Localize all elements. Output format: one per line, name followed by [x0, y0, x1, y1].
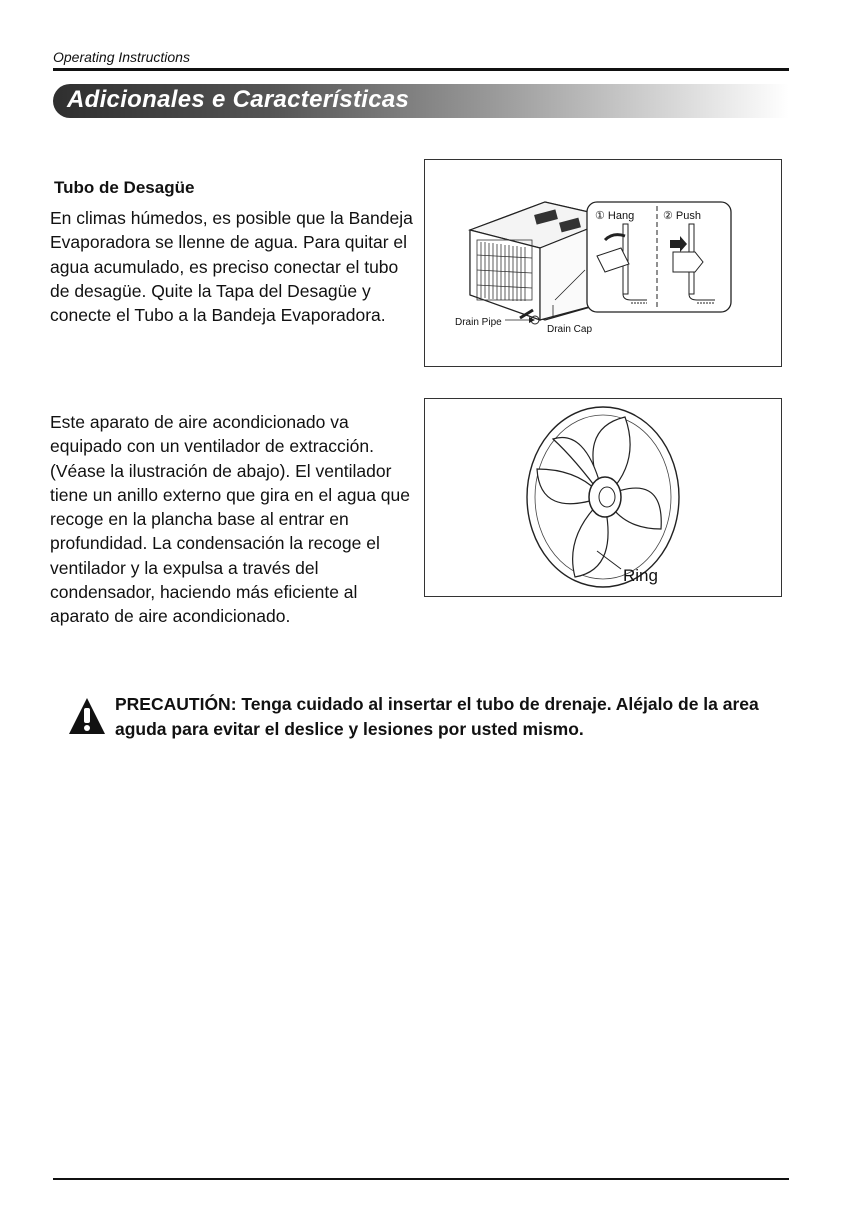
- section-banner: [53, 84, 789, 118]
- fan-figure: [424, 398, 782, 597]
- footer-rule: [53, 1178, 789, 1180]
- caution-text: PRECAUTIÓN: Tenga cuidado al insertar el tubo de drenaje. Aléjalo de la area aguda para evitar el deslice y lesiones por usted mismo.: [115, 694, 759, 739]
- step-hang-label: ① Hang: [595, 210, 635, 222]
- ring-label: Ring: [623, 566, 658, 585]
- fan-paragraph: Este aparato de aire acondicionado va equipado con un ventilador de extracción. (Véase la ilustración de abajo). El ventilador tiene un anillo externo que gira en el agua que recoge en la plancha base al entrar en profundidad. La condensación la recoge el ventilador y la expulsa a través del condensador, haciendo más eficiente al aparato de aire acondicionado.: [50, 412, 410, 627]
- running-header: Operating Instructions: [53, 49, 190, 65]
- drain-heading: Tubo de Desagüe: [54, 178, 195, 197]
- fan-illustration: [425, 399, 781, 596]
- drain-illustration: [425, 160, 781, 366]
- step-push-label: ② Push: [663, 210, 701, 222]
- drain-cap-label: Drain Cap: [547, 324, 593, 335]
- section-title: Adicionales e Características: [67, 86, 410, 113]
- header-rule: [53, 68, 789, 71]
- warning-icon: [67, 696, 107, 736]
- drain-paragraph: En climas húmedos, es posible que la Bandeja Evaporadora se llenne de agua. Para quitar el agua acumulado, es preciso conectar el tubo de desagüe. Quite la Tapa del Desagüe y conecte el Tubo a la Bandeja Evaporadora.: [50, 208, 413, 326]
- drain-figure: [424, 159, 782, 367]
- drain-pipe-label: Drain Pipe: [455, 317, 502, 328]
